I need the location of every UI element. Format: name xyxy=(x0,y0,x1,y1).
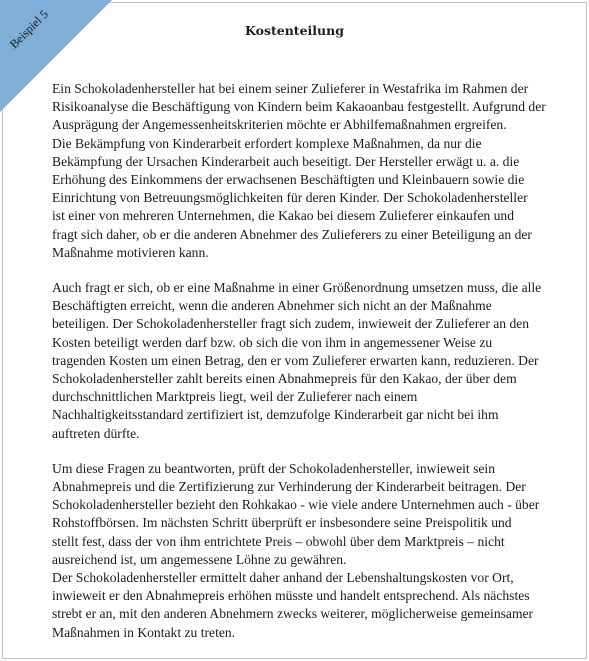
document-body xyxy=(52,80,562,659)
text-line: strebt er an, mit den anderen Abnehmern zwecks weiterer, möglicherweise gemeinsamer xyxy=(52,606,534,622)
text-line: Die Bekämpfung von Kinderarbeit erfordert komplexe Maßnahmen, da nur die xyxy=(52,135,482,151)
text-line: Schokoladenhersteller bezieht den Rohkakao - wie viele andere Unternehmen auch - über xyxy=(52,497,540,513)
text-line: Risikoanalyse die Beschäftigung von Kindern beim Kakaoanbau festgestellt. Aufgrund der xyxy=(52,99,546,115)
paragraph-2 xyxy=(52,279,562,443)
text-line: Rohstoffbörsen. Im nächsten Schritt überprüft er insbesondere seine Preispolitik und xyxy=(52,515,512,531)
text-line: Auch fragt er sich, ob er eine Maßnahme in einer Größenordnung umsetzen muss, die alle xyxy=(52,280,542,296)
text-line: Beschäftigten erreicht, wenn die anderen Abnehmer sich nicht an der Maßnahme xyxy=(52,298,492,314)
text-line: Der Schokoladenhersteller ermittelt daher anhand der Lebenshaltungskosten vor Ort, xyxy=(52,570,514,586)
text-line: tragenden Kosten um einen Betrag, den er vom Zulieferer erwarten kann, reduzieren. Der xyxy=(52,352,539,368)
text-line: fragt sich daher, ob er die anderen Abnehmer des Zulieferers zu einer Beteiligung an der xyxy=(52,226,532,242)
text-line: durchschnittlichen Marktpreis liegt, weil der Zulieferer nach einem xyxy=(52,389,418,405)
text-line: Ausprägung der Angemessenheitskriterien möchte er Abhilfemaßnahmen ergreifen. xyxy=(52,117,507,133)
corner-label: Beispiel 5 xyxy=(6,7,51,52)
text-line: Maßnahme motivieren kann. xyxy=(52,244,209,260)
text-line: Erhöhung des Einkommens der erwachsenen Beschäftigten und Kleinbauern sowie die xyxy=(52,172,525,188)
text-line: Einrichtung von Betreuungsmöglichkeiten für deren Kinder. Der Schokoladenhersteller xyxy=(52,190,528,206)
text-line: Abnahmepreis und die Zertifizierung zur Verhinderung der Kinderarbeit beitragen. Der xyxy=(52,479,526,495)
text-line: Kosten beteiligt werden darf bzw. ob sich die von ihm in angemessener Weise zu xyxy=(52,334,493,350)
paragraph-1 xyxy=(52,80,562,262)
text-line: Um diese Fragen zu beantworten, prüft der Schokoladenhersteller, inwieweit sein xyxy=(52,460,495,476)
paragraph-3 xyxy=(52,460,562,642)
text-line: stellt fest, dass der von ihm entrichtete Preis – obwohl über dem Marktpreis – nicht xyxy=(52,533,505,549)
text-line: Ein Schokoladenhersteller hat bei einem seiner Zulieferer in Westafrika im Rahmen der xyxy=(52,81,529,96)
text-line: beteiligen. Der Schokoladenhersteller fragt sich zudem, inwieweit der Zulieferer an den xyxy=(52,316,530,332)
text-line: inwieweit er den Abnahmepreis erhöhen müsste und handelt entsprechend. Als nächstes xyxy=(52,588,530,604)
text-line: ist einer von mehreren Unternehmen, die Kakao bei diesem Zulieferer einkaufen und xyxy=(52,208,515,224)
text-line: Maßnahmen in Kontakt zu treten. xyxy=(52,624,236,640)
text-line: auftreten dürfte. xyxy=(52,425,140,441)
text-line: Bekämpfung der Ursachen Kinderarbeit auch beseitigt. Der Hersteller erwägt u. a. die xyxy=(52,153,520,169)
page-title: Kostenteilung xyxy=(245,23,344,38)
text-line: Nachhaltigkeitsstandard zertifiziert ist, demzufolge Kinderarbeit gar nicht bei ihm xyxy=(52,407,499,423)
text-line: ausreichend ist, um angemessene Löhne zu gewähren. xyxy=(52,551,347,567)
text-line: Schokoladenhersteller zahlt bereits einen Abnahmepreis für den Kakao, der über dem xyxy=(52,371,517,387)
